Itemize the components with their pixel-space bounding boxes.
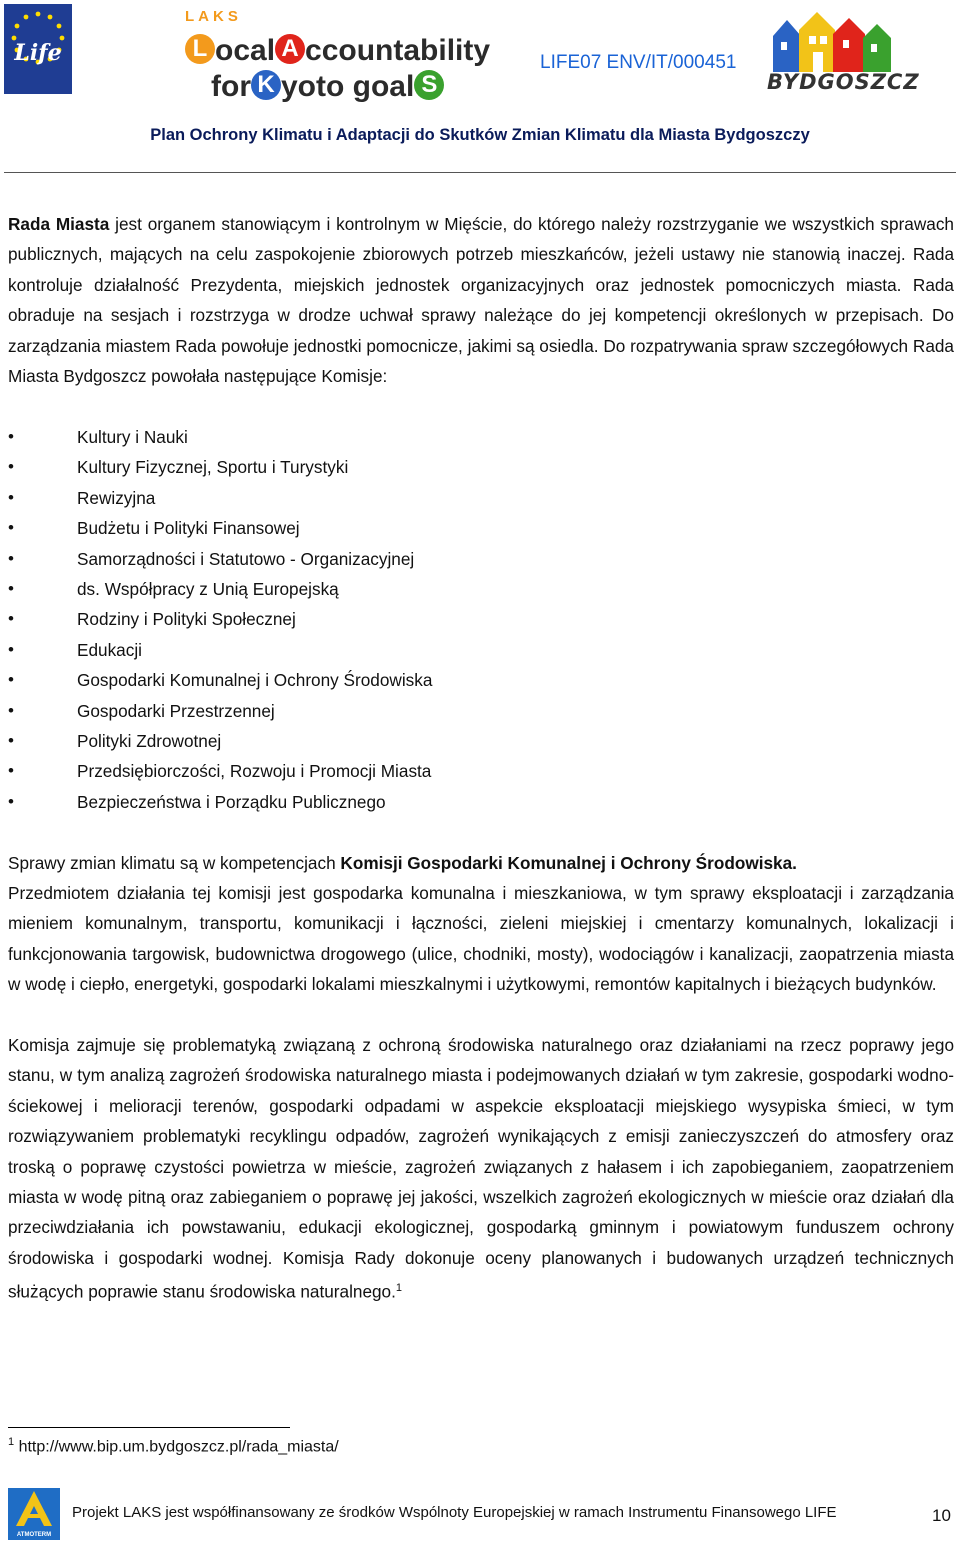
footnote-divider <box>8 1427 290 1428</box>
rada-miasta-bold: Rada Miasta <box>8 214 110 234</box>
committee-list <box>8 422 908 817</box>
atmoterm-logo-text: ATMOTERM <box>16 1532 52 1538</box>
committee-list-item: • Bezpieczeństwa i Porządku Publicznego <box>8 787 908 817</box>
footnote-reference[interactable]: 1 <box>395 1282 403 1295</box>
paragraph-1-text: jest organem stanowiącym i kontrolnym w Mięście, do którego należy rozstrzyganie we wszystkich sprawach publicznych, mających na celu zaspokojenie zbiorowych potrzeb mieszkańców, jeżeli ustawy nie stanowią inaczej. Rada kontroluje działalność Prezydenta, miejskich jednostek organizacyjnych oraz jednostek pomocniczych miasta. Rada obraduje na sesjach i rozstrzyga w drodze uchwał sprawy należące do jej kompetencji określonych w przepisach. Do zarządzania miastem Rada powołuje jednostki pomocnicze, jakimi są osiedla. Do rozpatrywania spraw szczegółowych Rada Miasta Bydgoszcz powołała następujące Komisje: <box>8 214 954 387</box>
footnote <box>8 1436 339 1456</box>
committee-list-item: • Rewizyjna <box>8 483 908 513</box>
committee-name-bold: Komisji Gospodarki Komunalnej i Ochrony Środowiska. <box>340 853 797 873</box>
committee-list-item: • Kultury i Nauki <box>8 422 908 452</box>
committee-list-item: • Rodziny i Polityki Społecznej <box>8 604 908 634</box>
committee-list-item: • Przedsiębiorczości, Rozwoju i Promocji Miasta <box>8 756 908 786</box>
laks-line-2 <box>211 70 444 104</box>
paragraph-rada-miasta <box>8 209 954 391</box>
laks-logo <box>185 8 495 103</box>
atmoterm-logo <box>8 1488 60 1540</box>
paragraph-committee-scope: Przedmiotem działania tej komisji jest gospodarka komunalna i mieszkaniowa, w tym sprawy eksploatacji i zarządzania mieniem komunalnym, transportu, komunikacji i łączności, zieleni miejskiej i cmentarzy komunalnych, lokalizacji i funkcjonowania targowisk, budownictwa drogowego (ulice, chodniki, mosty), wodociągów i kanalizacji, zaopatrzenia miasta w wodę i ciepło, energetyki, gospodarki lokalami mieszkalnymi i użytkowymi, remontów kapitalnych i bieżących budynków. <box>8 883 954 995</box>
footnote-link[interactable]: http://www.bip.um.bydgoszcz.pl/rada_miasta/ <box>14 1438 339 1456</box>
laks-small-label: LAKS <box>185 8 242 25</box>
committee-list-item: • Kultury Fizycznej, Sportu i Turystyki <box>8 452 908 482</box>
atmoterm-a-icon <box>8 1488 60 1528</box>
committee-list-item: • Samorządności i Statutowo - Organizacyjnej <box>8 544 908 574</box>
committee-list-item: • Gospodarki Komunalnej i Ochrony Środowiska <box>8 665 908 695</box>
header-divider <box>4 172 956 173</box>
laks-word-for: for <box>211 70 251 103</box>
laks-line-1 <box>185 34 490 68</box>
laks-circle-l: L <box>185 34 215 64</box>
committee-list-item: • Polityki Zdrowotnej <box>8 726 908 756</box>
laks-circle-s: S <box>414 70 444 100</box>
city-houses-icon <box>765 8 905 72</box>
paragraph-2-text: Sprawy zmian klimatu są w kompetencjach <box>8 853 341 873</box>
city-logo-text: BYDGOSZCZ <box>767 70 920 94</box>
paragraph-4-text: Komisja zajmuje się problematyką związaną z ochroną środowiska naturalnego oraz działaniami na rzecz poprawy jego stanu, w tym analizą zagrożeń środowiska naturalnego miasta i podejmowanych działań w tym zakresie, gospodarki wodno-ściekowej i melioracji terenów, gospodarki odpadami w aspekcie eksploatacji miejskiego wysypiska śmieci, w tym rozwiązywaniem problematyki recyklingu odpadów, zagrożeń wynikających z emisji zanieczyszczeń do atmosfery oraz troską o poprawę czystości powietrza w mieście, zagrożeń związanych z hałasem i ich zapobieganiem, zaopatrzeniem miasta w wodę pitną oraz zabieganiem o poprawę jej jakości, wszelkich zagrożeń ekologicznych w mieście oraz działań dla przeciwdziałania ich powstawaniu, edukacji ekologicznej, gospodarką gminnym i powiatowym funduszem ochrony środowiska i gospodarki wodnej. Komisja Rady dokonuje oceny planowanych i budowanych urządzeń technicznych służących poprawie stanu środowiska naturalnego. <box>8 1035 954 1302</box>
document-title: Plan Ochrony Klimatu i Adaptacji do Skutków Zmian Klimatu dla Miasta Bydgoszczy <box>150 126 810 144</box>
paragraph-environment <box>8 1030 954 1307</box>
committee-list-item: • Edukacji <box>8 635 908 665</box>
committee-list-item: • Gospodarki Przestrzennej <box>8 696 908 726</box>
footnote-number: 1 <box>8 1436 15 1448</box>
project-code: LIFE07 ENV/IT/000451 <box>540 52 737 73</box>
laks-word-ccountability: ccountability <box>305 34 491 67</box>
life-logo <box>4 4 72 94</box>
laks-circle-a: A <box>275 34 305 64</box>
footer-text: Projekt LAKS jest współfinansowany ze środków Wspólnoty Europejskiej w ramach Instrumentu Finansowego LIFE <box>72 1504 837 1521</box>
laks-word-ocal: ocal <box>215 34 276 67</box>
laks-circle-k: K <box>251 70 281 100</box>
committee-list-item: • ds. Współpracy z Unią Europejską <box>8 574 908 604</box>
life-logo-text: Life <box>14 40 62 66</box>
page-number: 10 <box>932 1506 951 1525</box>
committee-list-item: • Budżetu i Polityki Finansowej <box>8 513 908 543</box>
laks-word-yoto-goal: yoto goal <box>281 70 415 103</box>
paragraph-climate-competence <box>8 848 954 878</box>
bydgoszcz-logo <box>765 8 920 98</box>
